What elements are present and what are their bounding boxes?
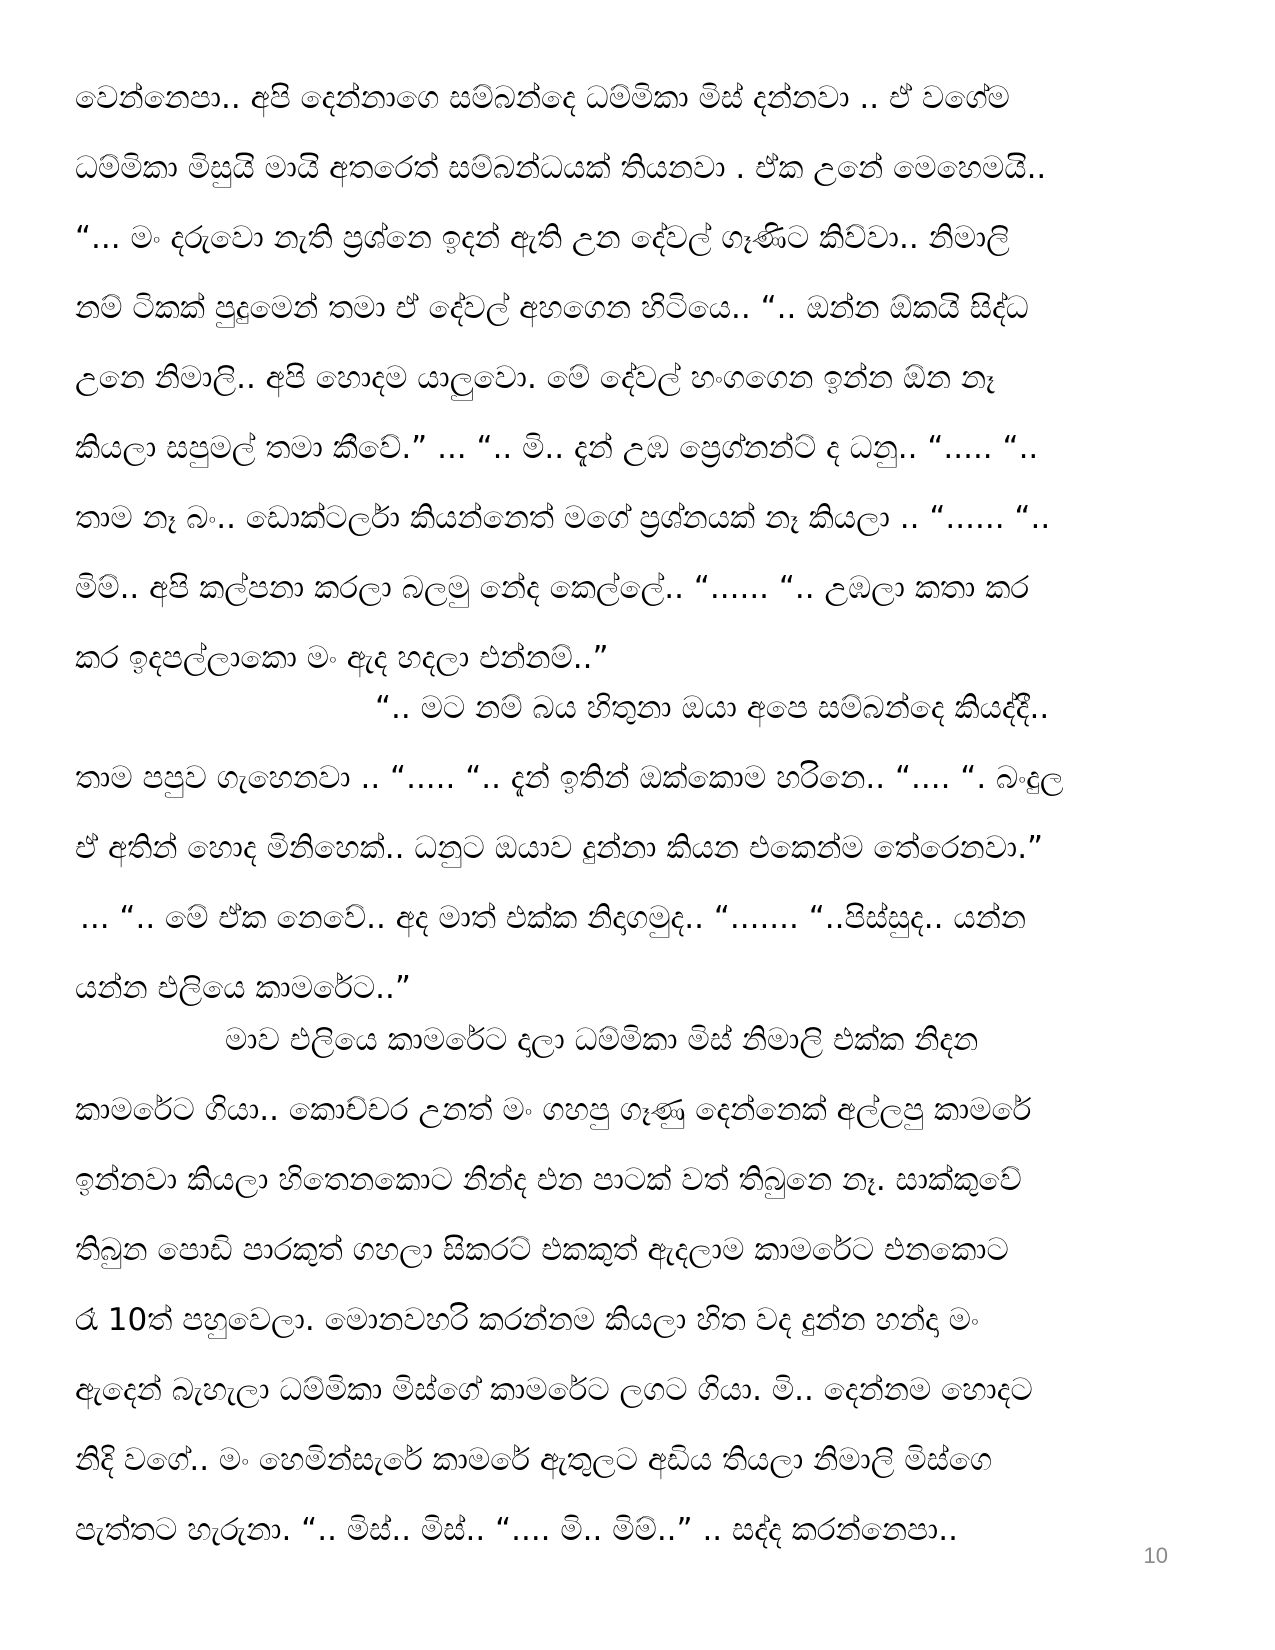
text-line: කර ඉදපල්ලාකො මං ඇද හදලා එන්නම්..” <box>75 640 609 676</box>
text-line: ධම්මිකා මිසුයි මායි අතරෙත් සම්බන්ධයක් තියනවා . ඒක උනේ මෙහෙමයි.. <box>75 150 1047 186</box>
text-line: තාම නෑ බං.. ඩොක්ටර්ලා කියන්නෙත් මගේ ප්‍රශ්නයක් නෑ කියලා .. “...... “.. <box>75 500 1051 536</box>
text-line: ඇදෙන් බැහැලා ධම්මිකා මිස්ගේ කාමරේට ලගට ගියා. මි.. දෙන්නම හොදට <box>75 1372 1033 1408</box>
text-line: ... “.. මේ ඒක නෙවේ.. අද මාත් එක්ක නිදාගමුද.. “....... “..පිස්සුද.. යන්න <box>80 900 1027 936</box>
text-line: ඉන්නවා කියලා හිතෙනකොට නින්ද එන පාටක් වත් තිබුනෙ නෑ. සාක්කුවේ <box>75 1162 1022 1198</box>
text-line: කාමරේට ගියා.. කොච්චර උනත් මං ගහපු ගෑණු දෙන්නෙක් අල්ලපු කාමරේ <box>75 1092 1032 1128</box>
paragraph-2 <box>75 673 1205 1023</box>
text-line: “.. මට නම් බය හිතුනා ඔයා අපෙ සම්බන්දෙ කියද්දී.. <box>375 690 1050 726</box>
text-line: ඒ අතින් හොද මිනිහෙක්.. ධනුට ඔයාව දුන්නා කියන එකෙන්ම තේරෙනවා.” <box>75 830 1044 866</box>
text-line: නම් ටිකක් පුදුමෙන් තමා ඒ දේවල් අහගෙන හිටියෙ.. “.. ඔන්න ඕකයි සිද්ධ <box>75 290 1029 326</box>
text-line: කියලා සපුමල් තමා කීවේ.” ... “.. මි.. දැන් උඹ ප්‍රෙග්නන්ට් ද ධනු.. “..... “.. <box>75 430 1039 466</box>
paragraph-3 <box>75 1005 1205 1565</box>
paragraph-1 <box>75 63 1205 693</box>
text-line: රෑ 10ත් පහුවෙලා. මොනවහරි කරන්නම කියලා හිත වද දුන්න හන්දා මං <box>75 1302 979 1338</box>
text-line: මිම්.. අපි කල්පනා කරලා බලමු නේද කෙල්ලේ.. “...... “.. උඹලා කතා කර <box>75 570 1030 606</box>
text-line: තාම පපුව ගැහෙනවා .. “..... “.. දැන් ඉතින් ඔක්කොම හරිනෙ.. “.... “. බංදුල <box>75 760 1064 796</box>
text-line: උනෙ නිමාලි.. අපි හොදම යාලුවො. මේ දේවල් හංගගෙන ඉන්න ඕන නෑ <box>75 360 995 396</box>
text-line: නිදි වගේ.. මං හෙමින්සැරේ කාමරේ ඇතුලට අඩිය තියලා නිමාලි මිස්ගෙ <box>75 1442 993 1478</box>
text-line: මාව එලියෙ කාමරේට දාලා ධම්මිකා මිස් නිමාලි එක්ක නිදන <box>225 1022 979 1058</box>
text-line: යන්න එලියෙ කාමරේට..” <box>75 970 411 1006</box>
text-line: පැත්තට හැරුනා. “.. මිස්.. මිස්.. “.... මි.. මිම්..” .. සද්ද කරන්නෙපා.. <box>75 1512 958 1548</box>
text-line: වෙන්නෙපා.. අපි දෙන්නාගෙ සම්බන්දෙ ධම්මිකා මිස් දන්නවා .. ඒ වගේම <box>75 80 1010 116</box>
text-line: “... මං දරුවො නැති ප්‍රශ්නෙ ඉදන් ඇති උන දේවල් ගෑණිට කිව්වා.. නිමාලි <box>75 220 1010 256</box>
page-number: 10 <box>1143 1543 1168 1568</box>
text-line: තිබුන පොඩි පාරකුත් ගහලා සිකරට් එකකුත් ඇදලාම කාමරේට එනකොට <box>75 1232 1009 1268</box>
